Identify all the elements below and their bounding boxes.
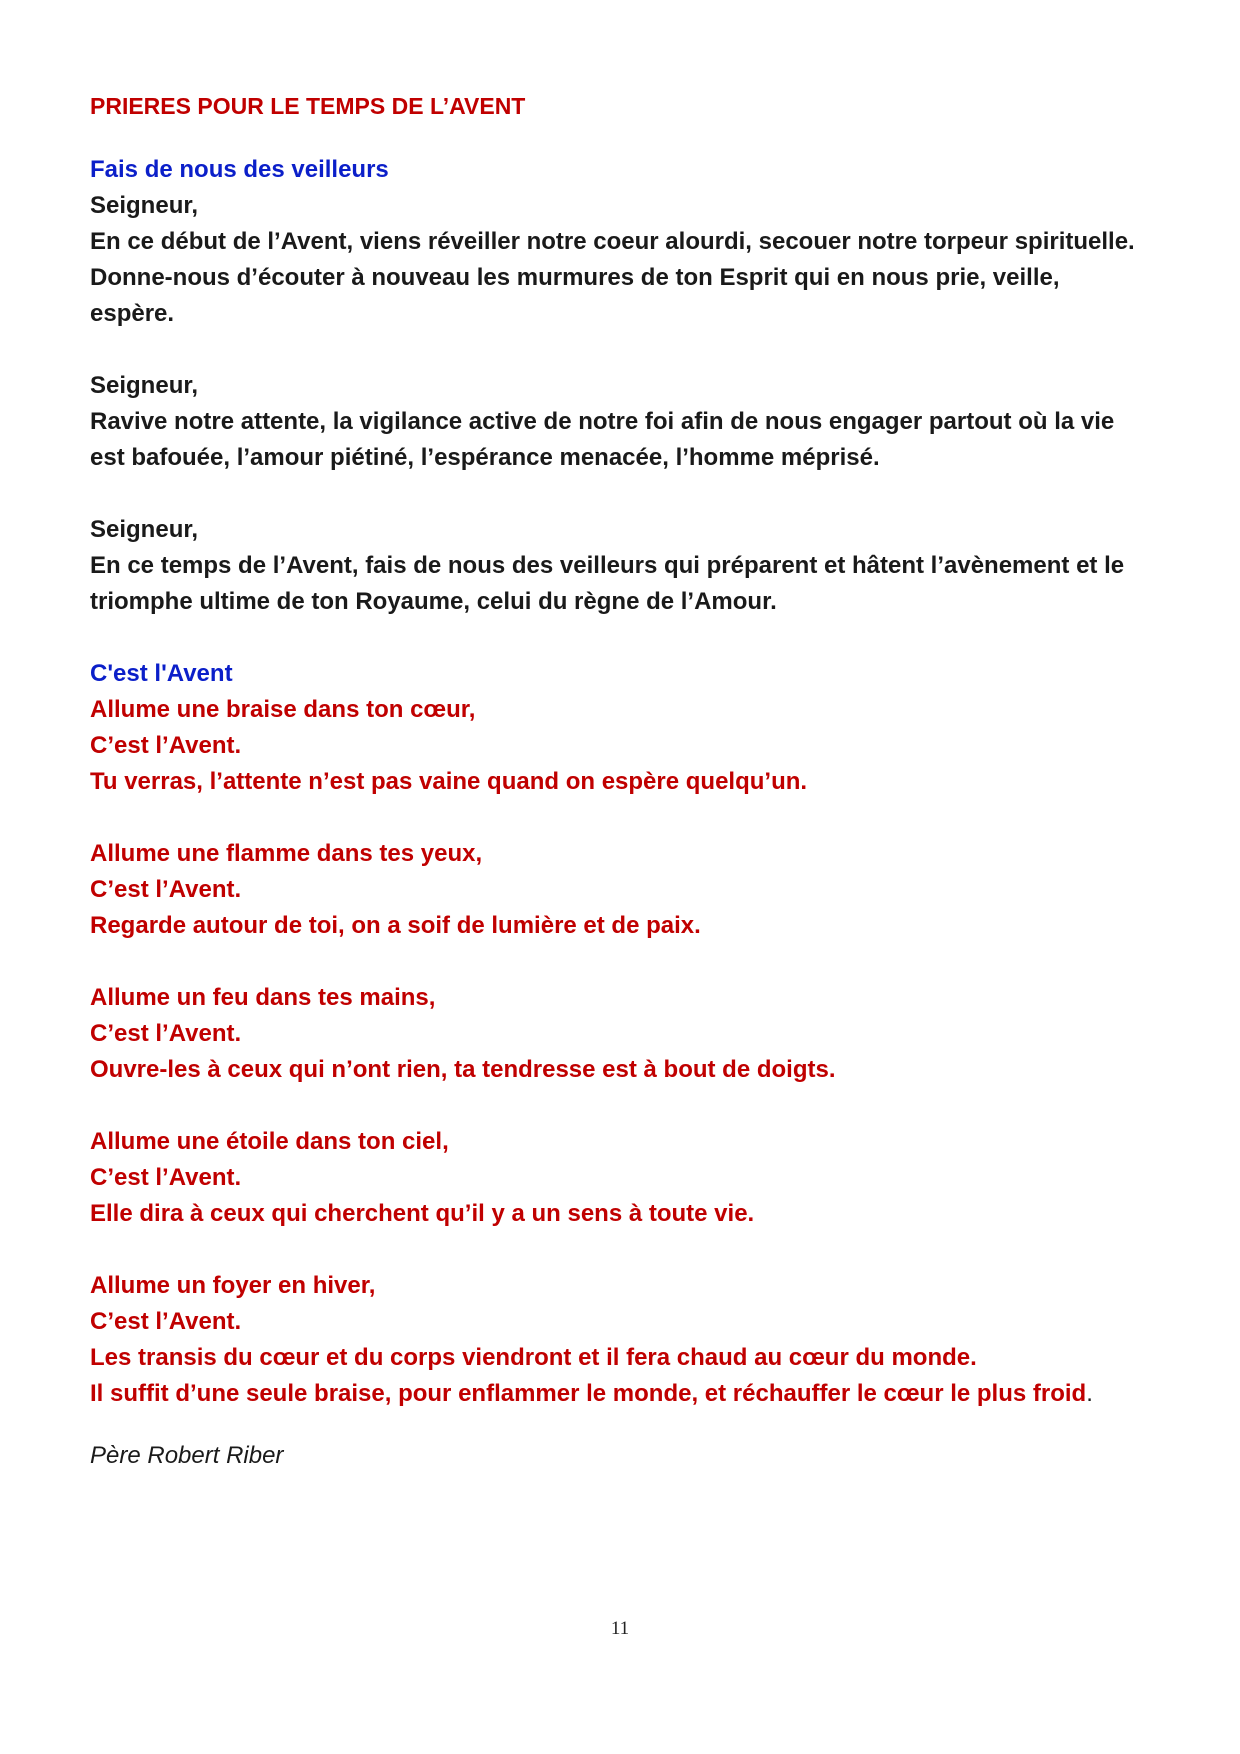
stanza [90, 368, 1150, 476]
page-content [90, 88, 1150, 1474]
stanza [90, 188, 1150, 332]
stanza [90, 836, 1150, 944]
verse-line: Allume un feu dans tes mains, [90, 984, 436, 1011]
stanza [90, 1124, 1150, 1232]
verse-line: C’est l’Avent. [90, 876, 242, 903]
final-period: . [1086, 1380, 1093, 1407]
verse-line: En ce temps de l’Avent, fais de nous des veilleurs qui préparent et hâtent l’avènement et le triomphe ultime de ton Royaume, celui du règne de l’Amour. [90, 552, 1125, 615]
verse-line: En ce début de l’Avent, viens réveiller notre coeur alourdi, secouer notre torpeur spirituelle. [90, 228, 1135, 255]
verse-line: Regarde autour de toi, on a soif de lumière et de paix. [90, 912, 701, 939]
prayer-heading: Fais de nous des veilleurs [90, 156, 389, 183]
prayer-c-est-l-avent [90, 656, 1150, 1412]
verse-line: Les transis du cœur et du corps viendront et il fera chaud au cœur du monde. [90, 1344, 977, 1371]
page-number: 11 [610, 1618, 630, 1639]
stanza [90, 980, 1150, 1088]
author-signature: Père Robert Riber [90, 1442, 284, 1469]
verse-text: Il suffit d’une seule braise, pour enflammer le monde, et réchauffer le cœur le plus froid [90, 1380, 1087, 1407]
verse-line: C’est l’Avent. [90, 732, 242, 759]
verse-line: Elle dira à ceux qui cherchent qu’il y a un sens à toute vie. [90, 1200, 755, 1227]
prayer-heading: C'est l'Avent [90, 660, 233, 687]
verse-line: Allume une étoile dans ton ciel, [90, 1128, 449, 1155]
verse-line: Seigneur, [90, 516, 199, 543]
verse-line: Ravive notre attente, la vigilance active de notre foi afin de nous engager partout où la vie est bafouée, l’amour piétiné, l’espérance menacée, l’homme méprisé. [90, 408, 1115, 471]
verse-line: C’est l’Avent. [90, 1164, 242, 1191]
verse-line: Ouvre-les à ceux qui n’ont rien, ta tendresse est à bout de doigts. [90, 1056, 836, 1083]
prayer-fais-de-nous-des-veilleurs [90, 152, 1150, 620]
stanza [90, 1268, 1150, 1412]
verse-line: Tu verras, l’attente n’est pas vaine quand on espère quelqu’un. [90, 768, 808, 795]
verse-line [90, 1376, 1150, 1412]
verse-line: C’est l’Avent. [90, 1020, 242, 1047]
verse-line: Allume une braise dans ton cœur, [90, 696, 476, 723]
page-title: PRIERES POUR LE TEMPS DE L’AVENT [90, 93, 526, 119]
stanza [90, 692, 1150, 800]
verse-line: C’est l’Avent. [90, 1308, 242, 1335]
verse-line: Allume un foyer en hiver, [90, 1272, 376, 1299]
verse-line: Seigneur, [90, 192, 199, 219]
verse-line: Seigneur, [90, 372, 199, 399]
verse-line: Donne-nous d’écouter à nouveau les murmures de ton Esprit qui en nous prie, veille, espère. [90, 264, 1060, 327]
stanza [90, 512, 1150, 620]
verse-line: Allume une flamme dans tes yeux, [90, 840, 483, 867]
